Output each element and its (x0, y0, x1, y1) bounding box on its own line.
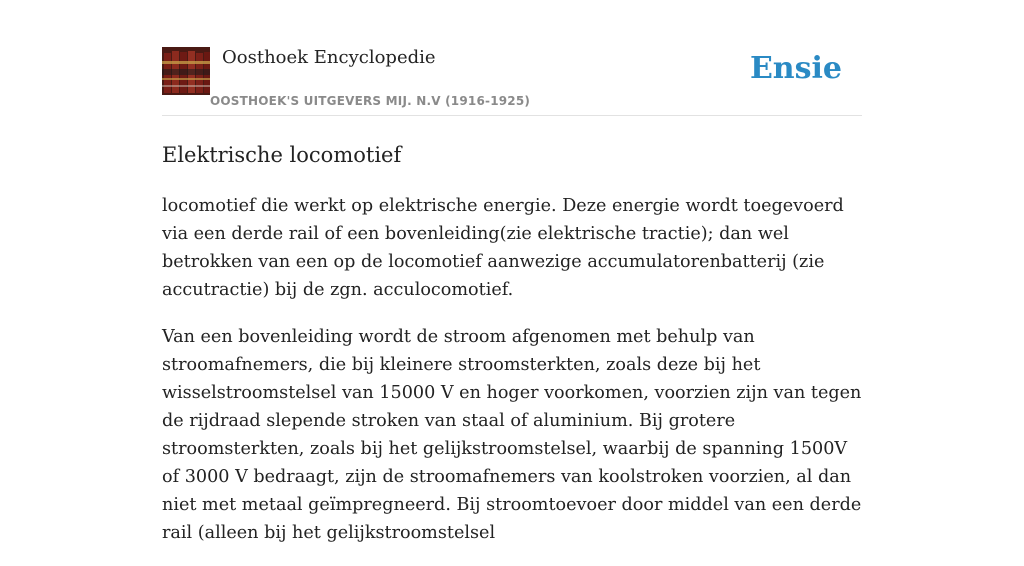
article-paragraph: Van een bovenleiding wordt de stroom afgenomen met behulp van stroomafnemers, die bij kleinere stroomsterkten, zoals deze bij het wisselstroomstelsel van 15000 V en hoger voorkomen, voorzien zijn van tegen de rijdraad slepende stroken van staal of aluminium. Bij grotere stroomsterkten, zoals bij het gelijkstroomstelsel, waarbij de spanning 1500V of 3000 V bedraagt, zijn de stroomafnemers van koolstroken voorzien, al dan niet met metaal geïmpregneerd. Bij stroomtoevoer door middel van een derde rail (alleen bij het gelijkstroomstelsel (162, 327, 862, 543)
source-avatar[interactable] (162, 47, 210, 95)
encyclopedia-books-icon (162, 47, 210, 95)
article-body (162, 192, 862, 566)
source-title[interactable]: Oosthoek Encyclopedie (222, 47, 436, 68)
publisher-label: OOSTHOEK'S UITGEVERS MIJ. N.V (1916-1925) (210, 94, 531, 108)
brand-logo[interactable]: Ensie (749, 51, 842, 86)
source-header (162, 0, 862, 116)
article-title: Elektrische locomotief (162, 143, 402, 167)
article-paragraph: locomotief die werkt op elektrische energie. Deze energie wordt toegevoerd via een derde rail of een bovenleiding(zie elektrische tractie); dan wel betrokken van een op de locomotief aanwezige accumulatorenbatterij (zie accutractie) bij de zgn. acculocomotief. (162, 196, 844, 300)
page (162, 0, 862, 543)
